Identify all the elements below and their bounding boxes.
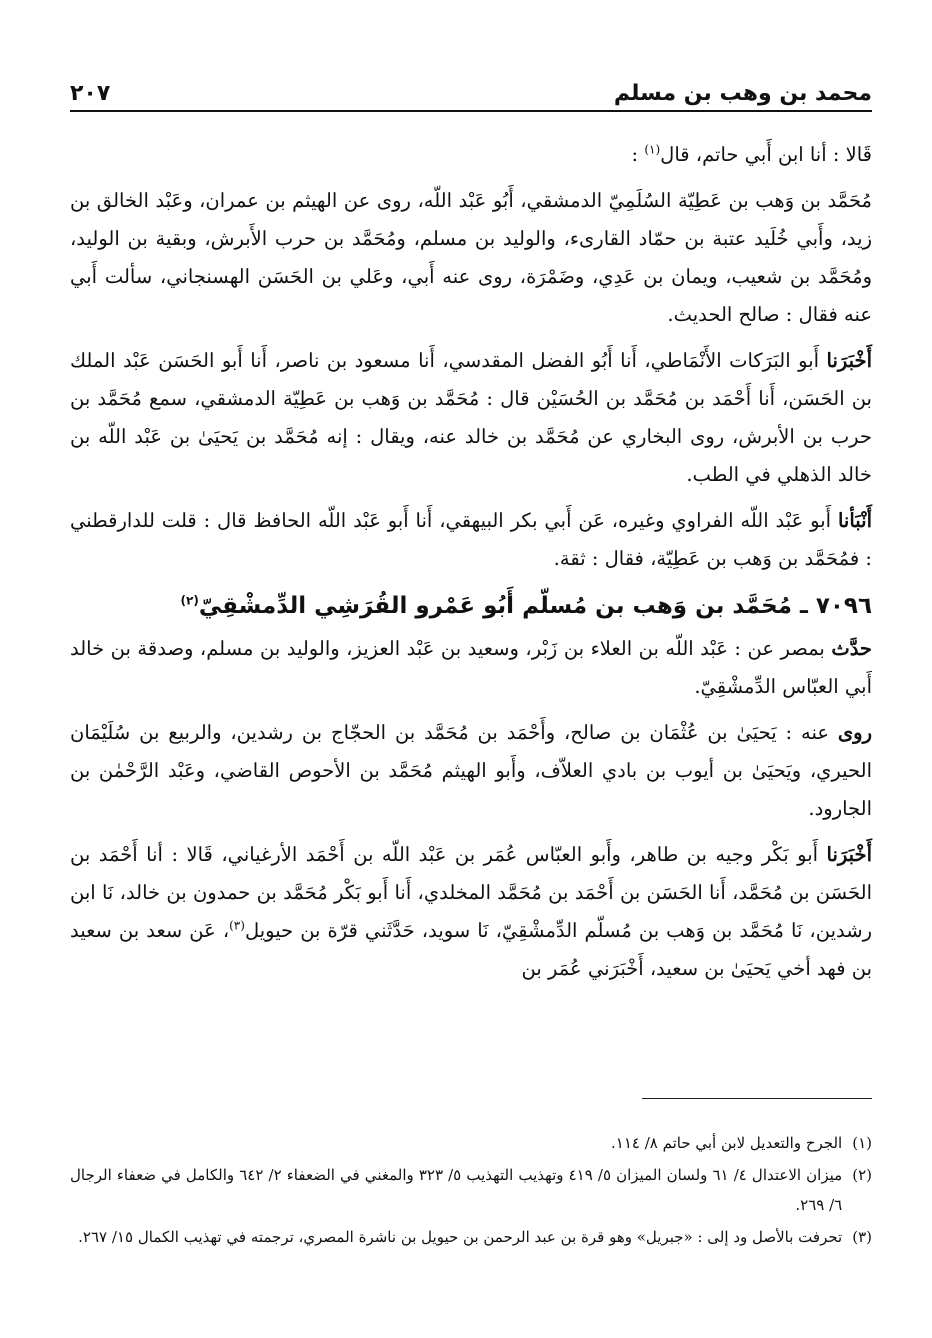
footnote-ref-2: (٢): [180, 593, 199, 608]
page-number: ٢٠٧: [70, 81, 111, 106]
paragraph-6-text: عنه : يَحيَىٰ بن عُثْمَان بن صالح، وأَحْمَد بن مُحَمَّد بن الحجّاج بن رشدين، والربيع بن سُلَيْمَان الحيري، ويَحيَىٰ بن أيوب بن بادي العلاّف، وأَبو الهيثم مُحَمَّد بن الأحوص القاضي، وعَبْد الرَّحْمٰن بن الجارود.: [70, 721, 872, 820]
footnotes: [70, 1128, 872, 1254]
paragraph-5-lead: حدَّث: [831, 637, 872, 660]
paragraph-5: [70, 630, 872, 706]
footnote-text: تحرفت بالأصل ود إلى : «جبريل» وهو قرة بن عبد الرحمن بن حيويل بن ناشرة المصري، ترجمته في تهذيب الكمال ١٥/ ٢٦٧.: [78, 1228, 843, 1246]
footnote-number: (٣): [852, 1228, 872, 1246]
paragraph-7: [70, 836, 872, 988]
paragraph-7-text: أَبو بَكْر وجيه بن طاهر، وأَبو العبّاس عُمَر بن عَبْد اللّه بن أَحْمَد الأرغياني، قَالا : أنا أَحْمَد بن الحَسَن بن مُحَمَّد، أَنا الحَسَن بن أَحْمَد بن مُحَمَّد المخلدي، أَنا أَبو بَكْر مُحَمَّد بن حمدون بن خالد، نَا ابن رشدين، نَا مُحَمَّد بن وَهب بن مُسلّم الدِّمشْقِيّ، نَا سويد، حَدَّثَني قرّة بن حيويل: [70, 843, 872, 942]
footnote-1: [70, 1128, 872, 1158]
entry-heading-text: ٧٠٩٦ ـ مُحَمَّد بن وَهب بن مُسلّم أَبُو عَمْرو القُرَشِي الدِّمشْقِيّ: [198, 593, 872, 619]
footnote-3: [70, 1222, 872, 1252]
paragraph-4-text: أَبو عَبْد اللّه الفراوي وغيره، عَن أَبي بكر البيهقي، أَنا أَبو عَبْد اللّه الحافظ قال : قلت للدارقطني : فمُحَمَّد بن وَهب بن عَطِيّة، فقال : ثقة.: [70, 509, 872, 570]
paragraph-4-lead: أَنْبَأنا: [837, 509, 872, 532]
footnotes-rule: [642, 1098, 872, 1099]
footnote-2: [70, 1160, 872, 1220]
main-text: [70, 136, 872, 988]
footnote-ref-3: (٣): [229, 918, 245, 933]
paragraph-1-end: :: [631, 143, 645, 166]
paragraph-3-text: أَبو البَرَكات الأَنْمَاطي، أَنا أَبُو الفضل المقدسي، أَنا مسعود بن ناصر، أَنا أَبو الحَسَن عَبْد الملك بن الحَسَن، أَنا أَحْمَد بن مُحَمَّد بن الحُسَيْن قال : مُحَمَّد بن وَهب بن عَطِيّة الدمشقي، سمع مُحَمَّد بن حرب بن الأبرش، روى البخاري عن مُحَمَّد بن خالد عنه، ويقال : إنه مُحَمَّد بن يَحيَىٰ بن عَبْد اللّه بن خالد الذهلي في الطب.: [70, 349, 872, 486]
paragraph-6: [70, 714, 872, 828]
paragraph-2: مُحَمَّد بن وَهب بن عَطِيّة السُلَمِيّ الدمشقي، أَبُو عَبْد اللّه، روى عن الهيثم بن عمران، وعَبْد الخالق بن زيد، وأَبي خُلَيد عتبة بن حمّاد القارىء، والوليد بن مسلم، ومُحَمَّد بن حرب الأَبرش، وبقية بن الوليد، ومُحَمَّد بن شعيب، ويمان بن عَدِي، وضَمْرَة، روى عنه أَبي، وعَلي بن الحَسَن الهسنجاني، سألت أَبي عنه فقال : صالح الحديث.: [70, 189, 872, 326]
footnote-text: ميزان الاعتدال ٤/ ٦١ ولسان الميزان ٥/ ٤١٩ وتهذيب التهذيب ٥/ ٣٢٣ والمغني في الضعفاء ٢/ ٦٤٢ والكامل في ضعفاء الرجال ٦/ ٢٦٩.: [70, 1166, 843, 1214]
paragraph-3: [70, 342, 872, 494]
paragraph-7-end: ، عَن سعد بن سعيد بن فهد أخي يَحيَىٰ بن سعيد، أَخْبَرَني عُمَر بن: [70, 919, 872, 980]
paragraph-6-lead: روى: [837, 721, 872, 744]
footnote-number: (١): [852, 1134, 872, 1152]
footnote-text: الجرح والتعديل لابن أبي حاتم ٨/ ١١٤.: [611, 1134, 843, 1152]
paragraph-1: [70, 136, 872, 174]
paragraph-4: [70, 502, 872, 578]
entry-heading: [70, 586, 872, 626]
page-header: [70, 60, 872, 112]
footnote-number: (٢): [852, 1166, 872, 1184]
paragraph-1-text: قَالا : أنا ابن أَبي حاتم، قال: [660, 143, 872, 166]
paragraph-5-text: بمصر عن : عَبْد اللّه بن العلاء بن زَبْر، وسعيد بن عَبْد العزيز، والوليد بن مسلم، وصدقة بن خالد أَبي العبّاس الدِّمشْقِيّ.: [70, 637, 872, 698]
page: [70, 60, 872, 996]
footnote-ref-1: (١): [644, 142, 661, 157]
paragraph-7-lead: أَخْبَرَنا: [826, 843, 872, 866]
paragraph-3-lead: أَخْبَرَنا: [826, 349, 872, 372]
running-title: محمد بن وهب بن مسلم: [613, 81, 872, 106]
